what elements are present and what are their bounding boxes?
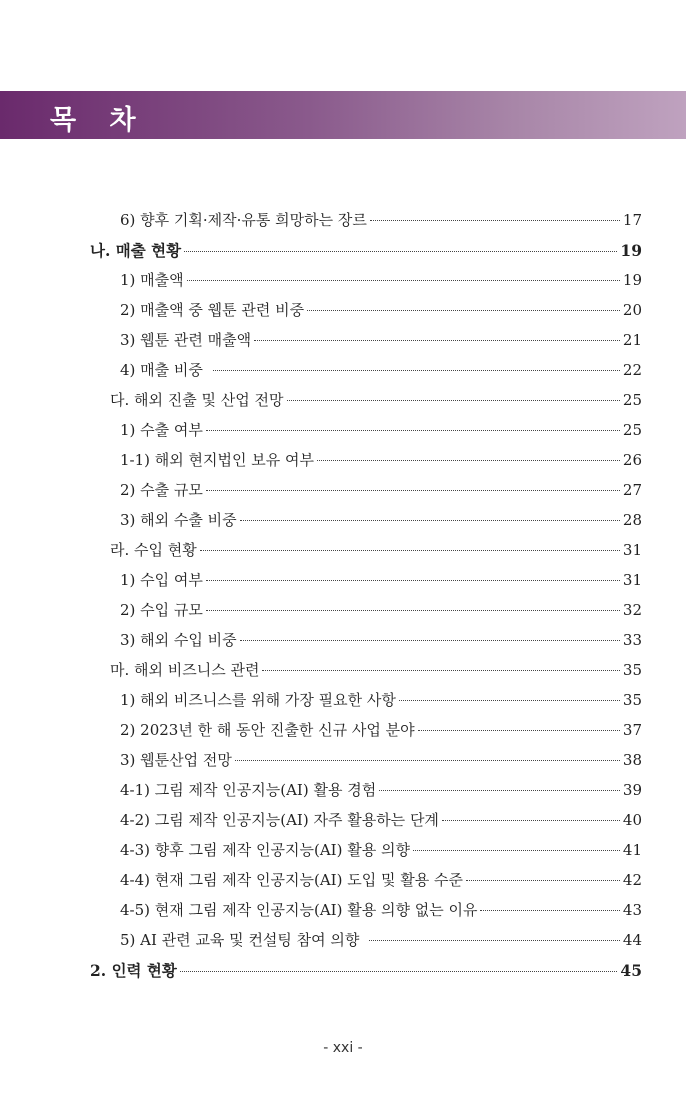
toc-entry-label: 4-2) 그림 제작 인공지능(AI) 자주 활용하는 단계 xyxy=(120,811,439,829)
toc-entry-label: 3) 해외 수출 비중 xyxy=(120,511,237,529)
toc-entry-label: 마. 해외 비즈니스 관련 xyxy=(110,661,260,679)
toc-entry-page: 27 xyxy=(622,481,642,499)
toc-entry-label: 2) 수입 규모 xyxy=(120,601,203,619)
toc-entry[interactable] xyxy=(110,389,642,411)
toc-entry[interactable] xyxy=(120,509,642,531)
toc-header-banner xyxy=(0,91,686,139)
toc-entry[interactable] xyxy=(120,749,642,771)
leader-dots xyxy=(240,640,620,641)
leader-dots xyxy=(206,490,620,491)
toc-entry-label: 3) 웹툰산업 전망 xyxy=(120,751,232,769)
toc-entry-label: 나. 매출 현황 xyxy=(90,241,182,260)
toc-entry-page: 28 xyxy=(622,511,642,529)
leader-dots xyxy=(413,850,620,851)
toc-entry-page: 39 xyxy=(622,781,642,799)
toc-entry-page: 31 xyxy=(622,571,642,589)
leader-dots xyxy=(184,251,617,252)
page-number: - xxi - xyxy=(323,1040,363,1056)
leader-dots xyxy=(379,790,620,791)
toc-entry[interactable] xyxy=(120,479,642,501)
toc-entry[interactable] xyxy=(120,269,642,291)
toc-entry-page: 22 xyxy=(622,361,642,379)
toc-entry[interactable] xyxy=(120,599,642,621)
toc-entry-label: 4-3) 향후 그림 제작 인공지능(AI) 활용 의향 xyxy=(120,841,410,859)
leader-dots xyxy=(442,820,620,821)
toc-entry[interactable] xyxy=(90,239,642,261)
toc-entry-page: 41 xyxy=(622,841,642,859)
toc-entry-label: 6) 향후 기획·제작·유통 희망하는 장르 xyxy=(120,211,367,229)
toc-entry[interactable] xyxy=(120,689,642,711)
toc-entry-label: 4-4) 현재 그림 제작 인공지능(AI) 도입 및 활용 수준 xyxy=(120,871,463,889)
toc-entry-label: 1) 매출액 xyxy=(120,271,184,289)
toc-entry-page: 45 xyxy=(620,961,642,980)
toc-entry-page: 17 xyxy=(622,211,642,229)
toc-entry-label: 2) 2023년 한 해 동안 진출한 신규 사업 분야 xyxy=(120,721,415,739)
toc-entry-page: 26 xyxy=(622,451,642,469)
toc-entry-page: 21 xyxy=(622,331,642,349)
toc-entry-label: 4-1) 그림 제작 인공지능(AI) 활용 경험 xyxy=(120,781,377,799)
toc-entry[interactable] xyxy=(120,629,642,651)
leader-dots xyxy=(235,760,620,761)
leader-dots xyxy=(187,280,620,281)
toc-entry-label: 3) 웹툰 관련 매출액 xyxy=(120,331,252,349)
toc-entry[interactable] xyxy=(120,419,642,441)
toc-entry[interactable] xyxy=(90,959,642,981)
leader-dots xyxy=(307,310,620,311)
toc-entry[interactable] xyxy=(110,659,642,681)
toc-entry-label: 4) 매출 비중 xyxy=(120,361,203,379)
leader-dots xyxy=(200,550,620,551)
toc-entry[interactable] xyxy=(120,209,642,231)
leader-dots xyxy=(418,730,620,731)
leader-dots xyxy=(287,400,620,401)
toc-entry-label: 2) 매출액 중 웹툰 관련 비중 xyxy=(120,301,305,319)
toc-entry-label: 1) 수입 여부 xyxy=(120,571,203,589)
toc-entry-page: 43 xyxy=(622,901,642,919)
toc-entry-label: 4-5) 현재 그림 제작 인공지능(AI) 활용 의향 없는 이유 xyxy=(120,901,478,919)
toc-entry-page: 31 xyxy=(622,541,642,559)
toc-entry[interactable] xyxy=(120,839,642,861)
toc-entry[interactable] xyxy=(120,899,642,921)
leader-dots xyxy=(206,580,620,581)
toc-entry[interactable] xyxy=(120,329,642,351)
toc-entry-label: 라. 수입 현황 xyxy=(110,541,197,559)
leader-dots xyxy=(254,340,620,341)
toc-entry-page: 37 xyxy=(622,721,642,739)
leader-dots xyxy=(480,910,619,911)
toc-entry-page: 35 xyxy=(622,661,642,679)
toc-entry-page: 42 xyxy=(622,871,642,889)
toc-entry-page: 25 xyxy=(622,421,642,439)
toc-entry[interactable] xyxy=(120,359,642,381)
leader-dots xyxy=(466,880,620,881)
leader-dots xyxy=(369,940,619,941)
leader-dots xyxy=(370,220,620,221)
leader-dots xyxy=(180,971,618,972)
page-title: 목 차 xyxy=(50,105,148,136)
toc-entry-page: 38 xyxy=(622,751,642,769)
toc-entry-label: 1-1) 해외 현지법인 보유 여부 xyxy=(120,451,314,469)
toc-entry-page: 32 xyxy=(622,601,642,619)
toc-entry-page: 35 xyxy=(622,691,642,709)
toc-entry-label: 3) 해외 수입 비중 xyxy=(120,631,237,649)
toc-entry-label: 다. 해외 진출 및 산업 전망 xyxy=(110,391,284,409)
toc-entry[interactable] xyxy=(120,569,642,591)
leader-dots xyxy=(206,430,620,431)
toc-entry[interactable] xyxy=(120,719,642,741)
leader-dots xyxy=(262,670,619,671)
toc-entry[interactable] xyxy=(120,869,642,891)
toc-entry[interactable] xyxy=(110,539,642,561)
toc-entry[interactable] xyxy=(120,809,642,831)
toc-entry[interactable] xyxy=(120,779,642,801)
leader-dots xyxy=(206,610,620,611)
leader-dots xyxy=(213,370,620,371)
toc-entry[interactable] xyxy=(120,929,642,951)
toc-entry-label: 2) 수출 규모 xyxy=(120,481,203,499)
toc-entry-label: 1) 수출 여부 xyxy=(120,421,203,439)
toc-entry-page: 19 xyxy=(622,271,642,289)
toc-entry-label: 1) 해외 비즈니스를 위해 가장 필요한 사항 xyxy=(120,691,396,709)
toc-entry-page: 33 xyxy=(622,631,642,649)
toc-entry-page: 20 xyxy=(622,301,642,319)
leader-dots xyxy=(240,520,620,521)
toc-entry-page: 40 xyxy=(622,811,642,829)
toc-entry-page: 19 xyxy=(620,241,642,260)
toc-entry-label: 5) AI 관련 교육 및 컨설팅 참여 의향 xyxy=(120,931,360,949)
toc-entry-page: 25 xyxy=(622,391,642,409)
toc-entry[interactable] xyxy=(120,449,642,471)
toc-entry[interactable] xyxy=(120,299,642,321)
leader-dots xyxy=(317,460,620,461)
leader-dots xyxy=(399,700,620,701)
toc-entry-label: 2. 인력 현황 xyxy=(90,961,177,980)
toc-entry-page: 44 xyxy=(622,931,642,949)
